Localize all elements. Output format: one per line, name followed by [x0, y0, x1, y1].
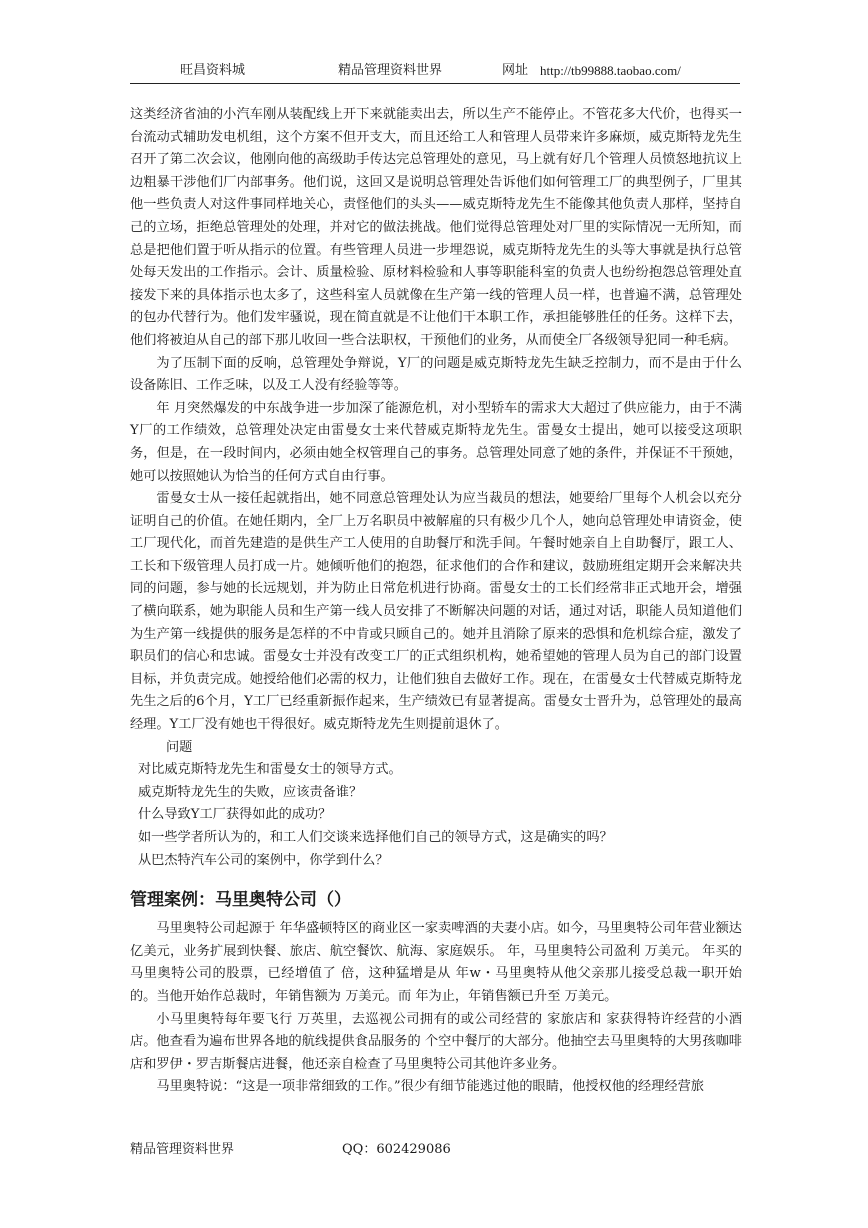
question-item: 从巴杰特汽车公司的案例中，你学到什么？: [138, 852, 389, 868]
paragraph: 雷曼女士从一接任起就指出，她不同意总管理处认为应当裁员的想法，她要给厂里每个人机会以充分证明自己的价值。在她任期内，全厂上万名职员中被解雇的只有极少几个人，她向总管理处申请资金，使工厂现代化，而首先建造的是供生产工人使用的自助餐厅和洗手间。午餐时她亲自上自助餐厅，跟工人、工长和下级管理人员打成一片。她倾听他们的抱怨，征求他们的合作和建议，鼓励班组定期开会来解决共同的问题，参与她的长远规划，并为防止日常危机进行协商。雷曼女士的工长们经常非正式地开会，增强了横向联系，她为职能人员和生产第一线人员安排了不断解决问题的对话，通过对话，职能人员知道他们为生产第一线提供的服务是怎样的不中肯或只顾自己的。她并且消除了原来的恐惧和危机综合症，激发了职员们的信心和忠诚。雷曼女士并没有改变工厂的正式组织机构，她希望她的管理人员为自己的部门设置目标，并负责完成。她授给他们必需的权力，让他们独自去做好工作。现在，在雷曼女士代替威克斯特龙先生之后的6个月，Y工厂已经重新振作起来，生产绩效已有显著提高。雷曼女士晋升为，总管理处的最高经理。Y工厂没有她也干得很好。威克斯特龙先生则提前退休了。: [130, 491, 742, 733]
document-body: [130, 104, 742, 1099]
paragraph: 年 月突然爆发的中东战争进一步加深了能源危机，对小型轿车的需求大大超过了供应能力，由于不满Y厂的工作绩效，总管理处决定由雷曼女士来代替威克斯特龙先生。雷曼女士提出，她可以接受这项职务，但是，在一段时间内，必须由她全权管理自己的事务。总管理处同意了她的条件，并保证不干预她，她可以按照她认为恰当的任何方式自由行事。: [130, 400, 742, 484]
header-site-name: 精品管理资料世界: [338, 63, 443, 78]
paragraph: 马里奥特公司起源于 年华盛顿特区的商业区一家卖啤酒的夫妻小店。如今，马里奥特公司年营业额达 亿美元，业务扩展到快餐、旅店、航空餐饮、航海、家庭娱乐。 年，马里奥特公司盈利 万美元。 年买的马里奥特公司的股票，已经增值了 倍，这种猛增是从 年w・马里奥特从他父亲那儿接受总裁一职开始的。当他开始作总裁时，年销售额为 万美元。而 年为止，年销售额已升至 万美元。: [130, 921, 742, 1004]
header-url-link[interactable]: http://tb99888.taobao.com/: [540, 63, 681, 78]
question-item: 什么导致Y工厂获得如此的成功？: [138, 807, 332, 823]
question-item: 如一些学者所认为的，和工人们交谈来选择他们自己的领导方式，这是确实的吗？: [138, 830, 613, 845]
page-footer: [130, 1138, 740, 1158]
footer-site-name: 精品管理资料世界: [130, 1142, 235, 1157]
header-shop-name: 旺昌资料城: [180, 63, 246, 78]
paragraph: 马里奥特说：“这是一项非常细致的工作。”很少有细节能逃过他的眼睛，他授权他的经理经营旅: [156, 1079, 704, 1095]
footer-qq: QQ：602429086: [342, 1142, 451, 1157]
header-divider: [130, 83, 740, 84]
case-title: 管理案例：马里奥特公司（）: [130, 890, 351, 911]
page-header: [130, 62, 740, 82]
header-url-label: 网址: [502, 63, 529, 78]
paragraph-continued: 这类经济省油的小汽车刚从装配线上开下来就能卖出去，所以生产不能停止。不管花多大代价，也得买一台流动式辅助发电机组，这个方案不但开支大，而且还给工人和管理人员带来许多麻烦，威克斯特龙先生召开了第二次会议，他刚向他的高级助手传达完总管理处的意见，马上就有好几个管理人员愤怒地抗议上边粗暴干涉他们厂内部事务。他们说，这回又是说明总管理处告诉他们如何管理工厂的典型例子，厂里其他一些负责人对这件事同样地关心，责怪他们的头头——威克斯特龙先生不能像其他负责人那样，坚持自己的立场，拒绝总管理处的处理，并对它的做法挑战。他们觉得总管理处对厂里的实际情况一无所知，而总是把他们置于听从指示的位置。有些管理人员进一步埋怨说，威克斯特龙先生的头等大事就是执行总管处每天发出的工作指示。会计、质量检验、原材料检验和人事等职能科室的负责人也纷纷抱怨总管理处直接发下来的具体指示也太多了，这些科室人员就像在生产第一线的管理人员一样，也普遍不满，总管理处的包办代替行为。他们发牢骚说，现在简直就是不让他们干本职工作，承担能够胜任的任务。这样下去，他们将被迫从自己的部下那儿收回一些合法职权，干预他们的业务，从而使全厂各级领导犯同一种毛病。: [130, 107, 742, 348]
paragraph: 为了压制下面的反响，总管理处争辩说，Y厂的问题是威克斯特龙先生缺乏控制力，而不是由于什么设备陈旧、工作乏味，以及工人没有经验等等。: [130, 355, 742, 394]
question-item: 威克斯特龙先生的失败，应该责备谁？: [138, 784, 363, 800]
questions-heading: 问题: [166, 739, 193, 755]
question-item: 对比威克斯特龙先生和雷曼女士的领导方式。: [138, 762, 402, 778]
paragraph: 小马里奥特每年要飞行 万英里，去巡视公司拥有的或公司经营的 家旅店和 家获得特许经营的小酒店。他查看为遍布世界各地的航线提供食品服务的 个空中餐厅的大部分。他抽空去马里奥特的大男孩咖啡店和罗伊・罗吉斯餐店进餐，他还亲自检查了马里奥特公司其他许多业务。: [130, 1011, 742, 1072]
